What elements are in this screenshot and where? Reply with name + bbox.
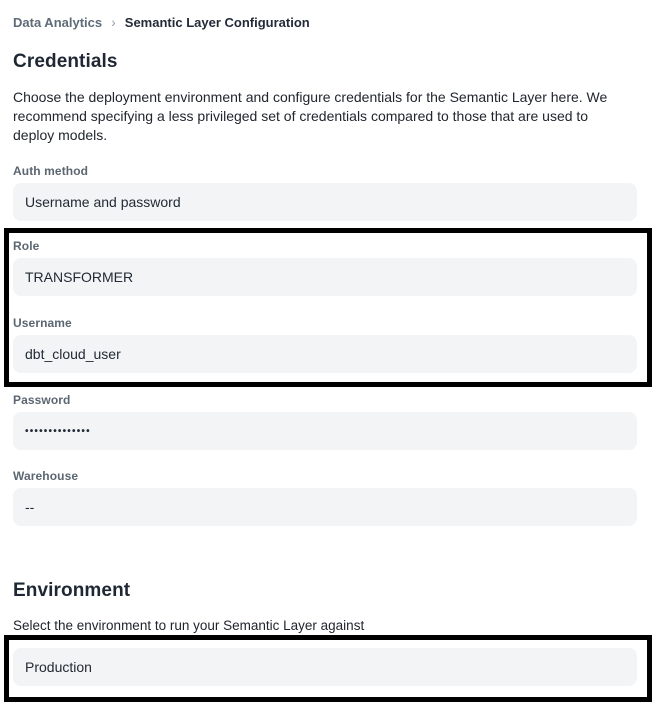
role-value: TRANSFORMER [25, 269, 134, 285]
username-value: dbt_cloud_user [25, 346, 121, 362]
password-label: Password [13, 393, 71, 407]
role-input[interactable] [13, 258, 637, 296]
password-field [13, 393, 661, 450]
warehouse-input[interactable] [13, 488, 637, 526]
environment-value: Production [25, 659, 92, 675]
username-field [13, 316, 647, 373]
environment-description: Select the environment to run your Semantic Layer against [13, 618, 365, 633]
breadcrumb-chevron-icon: › [111, 14, 116, 30]
role-label: Role [13, 239, 40, 253]
breadcrumb [13, 14, 661, 30]
highlight-box-environment [4, 635, 652, 702]
breadcrumb-item-semantic-layer-configuration: Semantic Layer Configuration [124, 14, 310, 30]
warehouse-field [13, 469, 661, 526]
password-input[interactable] [13, 412, 637, 450]
highlight-box-role-username [4, 228, 652, 387]
auth-method-field [13, 164, 661, 221]
auth-method-input[interactable] [13, 183, 637, 221]
breadcrumb-item-data-analytics[interactable]: Data Analytics [13, 14, 103, 30]
password-masked-value: •••••••••••••• [25, 425, 91, 437]
role-field [13, 239, 647, 296]
environment-field [13, 648, 647, 686]
environment-heading: Environment [13, 580, 131, 601]
credentials-heading: Credentials [13, 51, 118, 72]
credentials-description: Choose the deployment environment and configure credentials for the Semantic Layer here. We recommend specifying a less privileged set of credentials compared to those that are used to deploy models. [13, 89, 608, 143]
environment-select[interactable] [13, 648, 637, 686]
warehouse-label: Warehouse [13, 469, 79, 483]
auth-method-label: Auth method [13, 164, 89, 178]
username-label: Username [13, 316, 72, 330]
warehouse-value: -- [25, 499, 35, 515]
auth-method-value: Username and password [25, 194, 181, 210]
username-input[interactable] [13, 335, 637, 373]
